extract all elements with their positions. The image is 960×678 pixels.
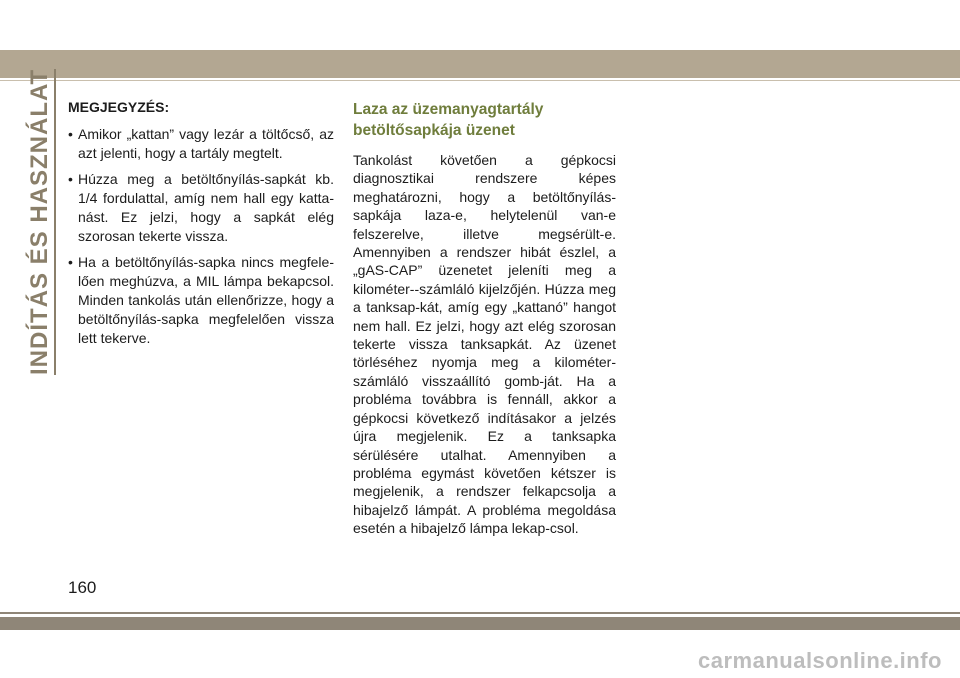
list-item-text: Amikor „kattan” vagy lezár a töltőcső, az azt jelenti, hogy a tartály megtelt. [78,126,334,161]
bullet-icon: • [68,171,73,187]
list-item [68,253,334,348]
note-heading: MEGJEGYZÉS: [68,99,170,115]
page-number: 160 [68,578,97,597]
left-column [68,98,334,355]
list-item-text: Húzza meg a betöltőnyílás-sapkát kb. 1/4 fordulattal, amíg nem hall egy katta-nást. Ez jelzi, hogy a sapkát elég szorosan tekerte vissza. [78,171,334,244]
section-side-title: INDÍTÁS ÉS HASZNÁLAT [28,69,56,375]
header-divider [0,80,960,81]
footer-bar [0,617,960,630]
section-heading: Laza az üzemanyagtartály betöltősapkája üzenet [353,101,544,139]
watermark: carmanualsonline.info [698,648,942,673]
bullet-icon: • [68,126,73,142]
section-body: Tankolást követően a gépkocsi diagnosztikai rendszere képes meghatározni, hogy a betöltőnyílás-sapkája laza-e, helytelenül van-e felszerelve, illetve megsérült-e. Amennyiben a rendszer hibát észlel, a „gAS-CAP” üzenetet jeleníti meg a kilométer--számláló kijelzőjén. Húzza meg a tanksap-kát, amíg egy „kattanó” hangot nem hall. Ez jelzi, hogy azt elég szorosan tekerte vissza tanksapkát. Az üzenet törléséhez nyomja meg a kilométer-számláló visszaállító gomb-ját. Ha a probléma továbbra is fennáll, akkor a gépkocsi következő indításakor a jelzés újra megjelenik. Ez a tanksapka sérülésére utalhat. Amennyiben a probléma egymást követően kétszer is megjelenik, a rendszer felkapcsolja a hibajelző lámpát. A probléma megoldása esetén a hibajelző lámpa lekap-csol. [353,152,616,537]
top-margin [0,0,960,44]
list-item-text: Ha a betöltőnyílás-sapka nincs megfele-lően meghúzva, a MIL lámpa bekapcsol. Minden tankolás után ellenőrizze, hogy a betöltőnyílás-sapka megfelelően vissza lett tekerve. [78,254,334,346]
right-column [353,99,616,538]
list-item [68,170,334,246]
header-bar [0,50,960,78]
note-list [68,125,334,348]
list-item [68,125,334,163]
footer-divider [0,612,960,614]
bullet-icon: • [68,254,73,270]
